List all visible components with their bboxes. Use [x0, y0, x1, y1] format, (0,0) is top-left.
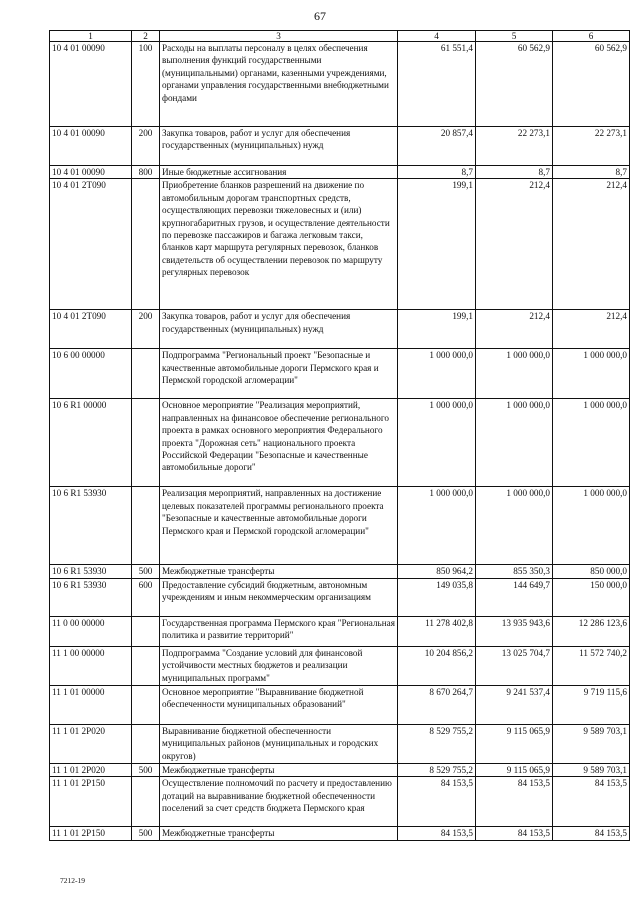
expense-type-cell: 200 [132, 310, 160, 349]
description-cell: Подпрограмма "Региональный проект "Безопасные и качественные автомобильные дороги Пермского края и Пермской городской агломерации" [160, 349, 398, 399]
amount-year-2-cell: 212,4 [476, 179, 553, 310]
amount-year-1-cell: 20 857,4 [398, 127, 476, 166]
description-cell: Государственная программа Пермского края "Региональная политика и развитие территорий" [160, 616, 398, 646]
header-cell-2: 2 [132, 31, 160, 42]
amount-year-3-cell: 1 000 000,0 [553, 487, 630, 565]
amount-year-2-cell: 84 153,5 [476, 777, 553, 827]
amount-year-2-cell: 9 115 065,9 [476, 763, 553, 776]
header-row [50, 31, 630, 42]
amount-year-3-cell: 1 000 000,0 [553, 399, 630, 487]
amount-year-1-cell: 1 000 000,0 [398, 487, 476, 565]
target-code-cell: 10 6 R1 53930 [50, 578, 132, 616]
target-code-cell: 11 0 00 00000 [50, 616, 132, 646]
expense-type-cell: 100 [132, 42, 160, 127]
expense-type-cell [132, 724, 160, 763]
table-row [50, 166, 630, 179]
table-row [50, 399, 630, 487]
table-row [50, 578, 630, 616]
description-cell: Приобретение бланков разрешений на движение по автомобильным дорогам транспортных средств, осуществляющих перевозки тяжеловесных и (или) крупногабаритных грузов, и осуществление деятельности по перевозке пассажиров и багажа легковым такси, бланков карт маршрута регулярных перевозок, бланков свидетельств об осуществлении перевозок по маршруту регулярных перевозок [160, 179, 398, 310]
amount-year-2-cell: 1 000 000,0 [476, 487, 553, 565]
expense-type-cell [132, 646, 160, 685]
description-cell: Межбюджетные трансферты [160, 565, 398, 578]
amount-year-3-cell: 11 572 740,2 [553, 646, 630, 685]
target-code-cell: 11 1 01 2Р020 [50, 763, 132, 776]
table-row [50, 179, 630, 310]
header-cell-3: 3 [160, 31, 398, 42]
description-cell: Предоставление субсидий бюджетным, автономным учреждениям и иным некоммерческим организациям [160, 578, 398, 616]
amount-year-2-cell: 8,7 [476, 166, 553, 179]
amount-year-1-cell: 8 529 755,2 [398, 763, 476, 776]
expense-type-cell: 500 [132, 827, 160, 840]
amount-year-2-cell: 855 350,3 [476, 565, 553, 578]
table-row [50, 777, 630, 827]
amount-year-3-cell: 1 000 000,0 [553, 349, 630, 399]
amount-year-3-cell: 60 562,9 [553, 42, 630, 127]
amount-year-3-cell: 12 286 123,6 [553, 616, 630, 646]
table-row [50, 42, 630, 127]
amount-year-3-cell: 84 153,5 [553, 777, 630, 827]
target-code-cell: 10 4 01 00090 [50, 42, 132, 127]
description-cell: Осуществление полномочий по расчету и предоставлению дотаций на выравнивание бюджетной обеспеченности поселений за счет средств бюджета Пермского края [160, 777, 398, 827]
amount-year-3-cell: 84 153,5 [553, 827, 630, 840]
target-code-cell: 10 6 R1 00000 [50, 399, 132, 487]
page-number: 67 [314, 9, 326, 23]
table-row [50, 724, 630, 763]
amount-year-3-cell: 9 589 703,1 [553, 724, 630, 763]
budget-table [49, 30, 630, 841]
target-code-cell: 10 4 01 2Т090 [50, 179, 132, 310]
expense-type-cell: 600 [132, 578, 160, 616]
amount-year-1-cell: 850 964,2 [398, 565, 476, 578]
expense-type-cell [132, 616, 160, 646]
expense-type-cell [132, 179, 160, 310]
table-row [50, 685, 630, 724]
amount-year-1-cell: 8,7 [398, 166, 476, 179]
expense-type-cell: 500 [132, 565, 160, 578]
description-cell: Межбюджетные трансферты [160, 827, 398, 840]
target-code-cell: 10 6 R1 53930 [50, 565, 132, 578]
amount-year-1-cell: 199,1 [398, 179, 476, 310]
amount-year-2-cell: 84 153,5 [476, 827, 553, 840]
amount-year-2-cell: 212,4 [476, 310, 553, 349]
table-row [50, 310, 630, 349]
header-cell-1: 1 [50, 31, 132, 42]
amount-year-3-cell: 22 273,1 [553, 127, 630, 166]
description-cell: Расходы на выплаты персоналу в целях обеспечения выполнения функций государственными (муниципальными) органами, казенными учреждениями, органами управления государственными внебюджетными фондами [160, 42, 398, 127]
amount-year-2-cell: 144 649,7 [476, 578, 553, 616]
amount-year-2-cell: 60 562,9 [476, 42, 553, 127]
target-code-cell: 10 4 01 2Т090 [50, 310, 132, 349]
target-code-cell: 10 6 R1 53930 [50, 487, 132, 565]
amount-year-1-cell: 199,1 [398, 310, 476, 349]
amount-year-1-cell: 61 551,4 [398, 42, 476, 127]
expense-type-cell [132, 399, 160, 487]
amount-year-2-cell: 1 000 000,0 [476, 349, 553, 399]
description-cell: Реализация мероприятий, направленных на достижение целевых показателей программы регионального проекта "Безопасные и качественные автомобильные дороги Пермского края и Пермской городской агломерации" [160, 487, 398, 565]
header-cell-4: 4 [398, 31, 476, 42]
amount-year-1-cell: 10 204 856,2 [398, 646, 476, 685]
table-row [50, 127, 630, 166]
expense-type-cell: 800 [132, 166, 160, 179]
amount-year-2-cell: 13 025 704,7 [476, 646, 553, 685]
target-code-cell: 11 1 01 2Р150 [50, 777, 132, 827]
target-code-cell: 10 6 00 00000 [50, 349, 132, 399]
amount-year-3-cell: 150 000,0 [553, 578, 630, 616]
table-row [50, 487, 630, 565]
amount-year-1-cell: 8 670 264,7 [398, 685, 476, 724]
amount-year-2-cell: 1 000 000,0 [476, 399, 553, 487]
table-row [50, 565, 630, 578]
amount-year-3-cell: 212,4 [553, 310, 630, 349]
document-number: 7212-19 [60, 876, 85, 885]
amount-year-1-cell: 1 000 000,0 [398, 399, 476, 487]
amount-year-2-cell: 13 935 943,6 [476, 616, 553, 646]
target-code-cell: 11 1 01 2Р020 [50, 724, 132, 763]
header-cell-5: 5 [476, 31, 553, 42]
target-code-cell: 10 4 01 00090 [50, 127, 132, 166]
header-cell-6: 6 [553, 31, 630, 42]
expense-type-cell: 500 [132, 763, 160, 776]
amount-year-1-cell: 11 278 402,8 [398, 616, 476, 646]
description-cell: Иные бюджетные ассигнования [160, 166, 398, 179]
amount-year-3-cell: 850 000,0 [553, 565, 630, 578]
description-cell: Основное мероприятие "Реализация мероприятий, направленных на финансовое обеспечение регионального проекта в рамках основного мероприятия Федерального проекта "Дорожная сеть" национального проекта Российской Федерации "Безопасные и качественные автомобильные дороги" [160, 399, 398, 487]
target-code-cell: 11 1 00 00000 [50, 646, 132, 685]
target-code-cell: 10 4 01 00090 [50, 166, 132, 179]
description-cell: Закупка товаров, работ и услуг для обеспечения государственных (муниципальных) нужд [160, 310, 398, 349]
expense-type-cell [132, 487, 160, 565]
amount-year-1-cell: 8 529 755,2 [398, 724, 476, 763]
target-code-cell: 11 1 01 00000 [50, 685, 132, 724]
amount-year-3-cell: 9 719 115,6 [553, 685, 630, 724]
amount-year-2-cell: 9 241 537,4 [476, 685, 553, 724]
target-code-cell: 11 1 01 2Р150 [50, 827, 132, 840]
table-row [50, 349, 630, 399]
table-row [50, 827, 630, 840]
amount-year-3-cell: 8,7 [553, 166, 630, 179]
description-cell: Основное мероприятие "Выравнивание бюджетной обеспеченности муниципальных образований" [160, 685, 398, 724]
description-cell: Межбюджетные трансферты [160, 763, 398, 776]
table-row [50, 616, 630, 646]
amount-year-1-cell: 1 000 000,0 [398, 349, 476, 399]
amount-year-1-cell: 84 153,5 [398, 777, 476, 827]
expense-type-cell: 200 [132, 127, 160, 166]
amount-year-2-cell: 9 115 065,9 [476, 724, 553, 763]
description-cell: Выравнивание бюджетной обеспеченности муниципальных районов (муниципальных и городских округов) [160, 724, 398, 763]
expense-type-cell [132, 777, 160, 827]
amount-year-3-cell: 212,4 [553, 179, 630, 310]
amount-year-2-cell: 22 273,1 [476, 127, 553, 166]
table-row [50, 646, 630, 685]
description-cell: Подпрограмма "Создание условий для финансовой устойчивости местных бюджетов и реализации муниципальных программ" [160, 646, 398, 685]
description-cell: Закупка товаров, работ и услуг для обеспечения государственных (муниципальных) нужд [160, 127, 398, 166]
amount-year-1-cell: 149 035,8 [398, 578, 476, 616]
table-row [50, 763, 630, 776]
expense-type-cell [132, 685, 160, 724]
expense-type-cell [132, 349, 160, 399]
amount-year-1-cell: 84 153,5 [398, 827, 476, 840]
amount-year-3-cell: 9 589 703,1 [553, 763, 630, 776]
